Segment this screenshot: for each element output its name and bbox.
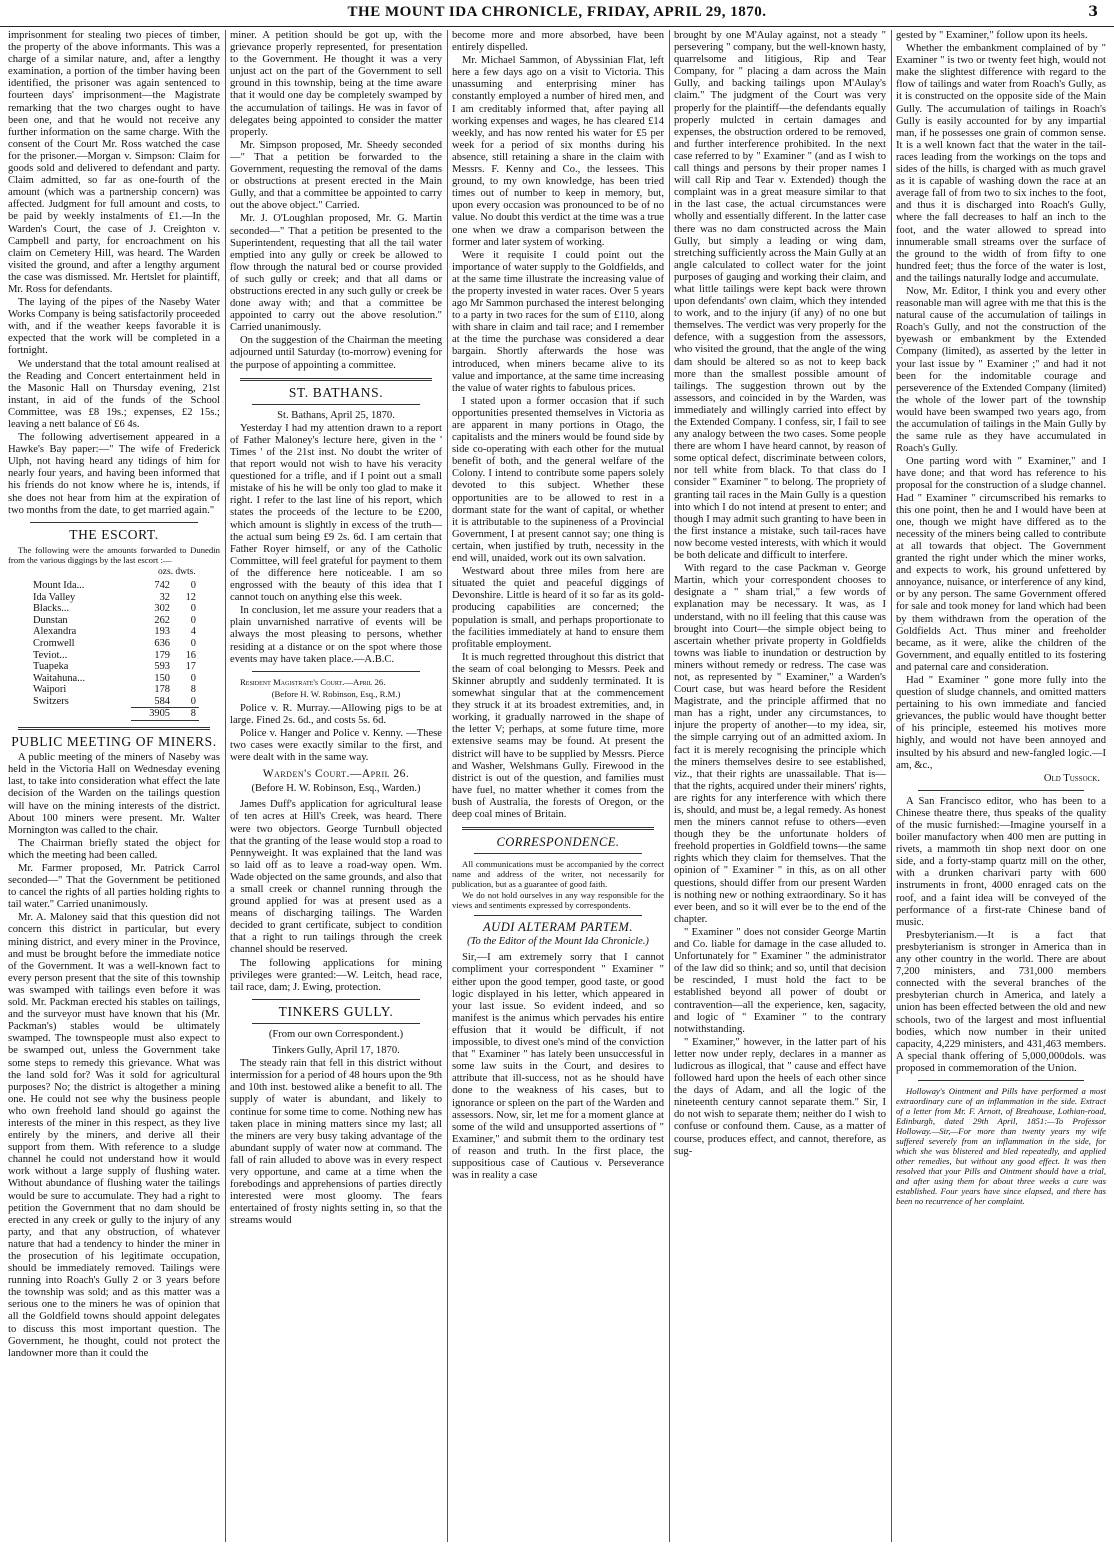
article-paragraph: On the suggestion of the Chairman the meeting adjourned until Saturday (to-morrow) evening for the purpose of appointing a committee. [230, 335, 442, 371]
page-number: 3 [1088, 4, 1098, 20]
section-divider [252, 671, 420, 672]
article-paragraph: imprisonment for stealing two pieces of timber, the property of the above informants. This was a charge of a similar nature, and, after a lengthy examination, a portion of the timber having been identified, the prisoner was again sentenced to fourteen days' imprisonment—the Magistrate remarking that the two charges ought to have been one, and that he would not receive any further information on the same charge. With the consent of the Court Mr. Ross watched the case for the prisoner.—Morgan v. Simpson: Claim for goods sold and delivered to defendant and party. Claim admitted, so far as one-fourth of the amount (which was a partnership concern) was affected. Judgment for full amount and costs, to be paid by weekly instalments of £1.—In the Warden's Court, the case of J. Creighton v. Campbell and party, for encroachment on his claim on Cemetery Hill, was heard. The Warden visited the ground, and after a lengthy argument the case was dismissed. Mr. Hertslet for plaintiff, Mr. Ross for defendants. [8, 30, 220, 295]
editorial-note: All communications must be accompanied by the correct name and address of the writer, not necessarily for publication, but as a guarantee of good faith. [452, 859, 664, 890]
correspondent-note: (From our own Correspondent.) [268, 1028, 404, 1040]
column-rule [225, 30, 226, 1542]
article-paragraph: Police v. R. Murray.—Allowing pigs to be at large. Fined 2s. 6d., and costs 5s. 6d. [230, 702, 442, 726]
article-paragraph: It is much regretted throughout this district that the seam of coal belonging to Messrs. Peek and Skinner abruptly and suddenly terminated. It is somewhat singular that at the commencement they struck it at its broadest extremities, and, in working, it gradually narrowed in the shape of the letter V; perhaps, at some future time, more extensive seams may be found. At present the district will have to be supplied by Messrs. Pierce and Washer, Welshmans Gully. Firewood in the district is out of the question, and families must have fuel, no matter whether it comes from the bush of Australia, the forests of Oregon, or the deep coal mines of Britain. [452, 651, 664, 820]
article-paragraph: Presbyterianism.—It is a fact that presbyterianism is stronger in America than in any other country in the world. There are about 7,200 ministers, and 731,000 members connected with the several branches of the presbyterian church in America, and lately a union has been effected between the old and new schools, two of the largest and most influential bodies, which now number in their united capacity, 4,229 ministers, and 431,463 members. A special thank offering of 5,000,000dols. was proposed in commemoration of the Union. [896, 929, 1106, 1074]
table-row: Waipori 178 8 [33, 684, 196, 696]
article-paragraph: The Chairman briefly stated the object for which the meeting had been called. [8, 837, 220, 861]
article-paragraph: Mr. J. O'Loughlan proposed, Mr. G. Martin seconded—" That a petition be presented to the Superintendent, requesting that all the tail water emptied into any gully or creek be allowed to flow through the natural bed or course provided of such gully or creek; and that all dams or obstructions erected in any such gully or creek be done away with; and that a committee be appointed to carry out the above resolution." Carried unanimously. [230, 213, 442, 334]
letter-paragraph: " Examiner " does not consider George Martin and Co. liable for damage in the case alluded to. Unfortunately for " Examiner " the administrator of the law did so think; and so, until that decision be rescinded, I must hold the fact to be established beyond all power of doubt or contravention—all the experience, ken, sagacity, and logic of " Examiner " to the contrary notwithstanding. [674, 926, 886, 1035]
section-divider [240, 378, 432, 381]
letter-paragraph: brought by one M'Aulay against, not a steady " persevering " company, but the well-known hasty, quarrelsome and litigious, Rip and Tear Company, for " placing a dam across the Main Gully, and backing tailings upon M'Aulay's claim." The judgment of the Court was very properly for the plaintiff—the defendants equally properly mulcted in certain damages and expenses, the obstruction ordered to be removed, and further interference prohibited. In the next case referred to by " Examiner " (and as I wish to call things and persons by their proper names I will call Rip and Tear v. Extended) though the complaint was in a great measure similar to that in the last case, the actual circumstances were wholly and essentially different. In the latter case there was no dam constructed across the Main Gully, but simply a leading or wing dam, stretching sufficiently across the Main Gully at an angle calculated to collect water for the joint purposes of gauging and working their claim, and what little tailings were kept back were thrown upon defendants' own claim, which they intended to work, and to the injury (if any) of no one but themselves. The verdict was very properly for the defence, with a suggestion from the assessors, who visited the ground, that the angle of the wing dam should be altered so as not to keep back more than the smallest possible amount of tailings. The suggestion thrown out by the assessors, and coincided in by the Warden, was immediately and willingly carried into effect by the Extended Company. I confess, sir, I fail to see any analogy between the two cases. Some people there are whom I have heard cannot, by reason of some optical defect, discriminate between colors, nor tell white from black. To that class do I consider " Examiner " to belong. The propriety of granting tail races in the Main Gully is a question into which I do not intend at present to enter; and though I may admit such granting to have been in the first instance a mistake, such tail-races have now become vested interests, with which it would be both delicate and difficult to interfere. [674, 30, 886, 562]
escort-intro: The following were the amounts forwarded to Dunedin from the various diggings by the last escort :— [8, 544, 220, 565]
court-heading: Resident Magistrate's Court.—April 26. [240, 676, 386, 687]
column-5 [896, 30, 1106, 1542]
table-row: Cromwell 636 0 [33, 637, 196, 649]
table-row: Alexandra 193 4 [33, 626, 196, 638]
article-paragraph: Yesterday I had my attention drawn to a report of Father Maloney's lecture here, given in the ' Times ' of the 21st inst. No doubt the writer of that report would not wish to have his veracity questioned for a trifle, and if I point out a small mistake of his he will be only too glad to make it right. I refer to the last line of his report, which states the proceeds of the lecture to be £200, which amount is slightly in excess of the truth—the actual sum being £9 2s. 6d. I am certain that Father Royer himself, or any of the Catholic Committee, will feel grateful for payment to them of the difference here noticeable. I am so engrossed with the beauty of this idea that I cannot touch on anything else this week. [230, 422, 442, 604]
section-divider [474, 915, 642, 916]
article-paragraph: The laying of the pipes of the Naseby Water Works Company is being satisfactorily proceeded with, and if the weather keeps favorable it is expected that the work will be completed in a fortnight. [8, 297, 220, 357]
article-paragraph: miner. A petition should be got up, with the grievance properly represented, for presentation to the Government. He thought it was a very unjust act on the part of the Government to sell ground in this township, being at the time aware that it would one day be completely swamped by the accumulation of tailings. He was in favor of delegates being appointed to consider the matter properly. [230, 30, 442, 138]
escort-table [30, 580, 199, 721]
article-paragraph: become more and more absorbed, have been entirely dispelled. [452, 30, 664, 54]
letter-heading: AUDI ALTERAM PARTEM. [483, 920, 633, 935]
column-2 [230, 30, 442, 1542]
letter-subheading: (To the Editor of the Mount Ida Chronicle.) [467, 936, 649, 948]
table-row: Ida Valley 32 12 [33, 591, 196, 603]
article-paragraph: Westward about three miles from here are situated the quiet and peaceful diggings of Devonshire. Little is heard of it so far as its gold-producing capabilities are concerned; the population is small, and perhaps proportionate to the facilities immediately at hand to ensure them profitable employment. [452, 566, 664, 650]
letter-paragraph: Had " Examiner " gone more fully into the question of sludge channels, and omitted matters pertaining to his own immediate and fancied grievances, the public would have thought better of his principle, esteemed his motives more highly, and would not have been annoyed and insulted by his absurd and new-fangled logic.—I am, &c., [896, 674, 1106, 771]
column-1 [8, 30, 220, 1542]
article-paragraph: The following advertisement appeared in a Hawke's Bay paper:—" The wife of Frederick Ulph, not having heard any tidings of him for nearly four years, and having been informed that his friends do not know where he is, intends, if she does not hear from him at the expiration of two months from the date, to get married again." [8, 432, 220, 516]
letter-paragraph: Now, Mr. Editor, I think you and every other reasonable man will agree with me that this is the natural cause of the accumulation of tailings in Roach's Gully, and not the construction of the byewash or embankment by the Extended Company (limited), as asserted by the letter in your last issue by " Examiner ;" and had it not been for the indomitable courage and perseverence of the Extended Company (limited) the whole of the lower part of the township would have been swamped two years ago, from the accumulation of tailings in the Main Gully by the same rule as they have accumulated in Roach's Gully. [896, 285, 1106, 455]
table-row: Teviot... 179 16 [33, 649, 196, 661]
dateline: Tinkers Gully, April 17, 1870. [272, 1045, 400, 1057]
letter-paragraph: gested by " Examiner," follow upon its heels. [896, 30, 1088, 41]
table-row: Blacks... 302 0 [33, 603, 196, 615]
article-paragraph: James Duff's application for agricultural lease of ten acres at Hill's Creek, was heard. There were two objectors. George Turnbull objected that the granting of the lease would stop a road to Pennyweight. It was explained that the land was so laid off as to leave a road-way open. Wm. Wade objected on the same grounds, and also that a small creek or channel running through the ground applied for was at present used as a means of discharging tailings. The Warden decided to grant certificate, subject to condition that a right to run tailings through the creek channel should be reserved. [230, 799, 442, 956]
dateline: St. Bathans, April 25, 1870. [277, 409, 395, 421]
section-divider [918, 1080, 1084, 1081]
table-row: Switzers 584 0 [33, 695, 196, 708]
article-paragraph: In conclusion, let me assure your readers that a plain unvarnished narrative of events will be always the most pleasing to persons, whether residing at a distance or on the spot where those events may have taken place.—A.B.C. [230, 605, 442, 665]
article-paragraph: I stated upon a former occasion that if such opportunities presented themselves in Victoria as are apparent in many portions in Otago, the capitalists and the miners would be found side by side co-operating with each other for the mutual benefit of both, and the general welfare of the Colony. I intend to contribute some papers solely devoted to this subject. Whether these opportunities are to be allowed to rest in a dormant state for the want of capital, or whether it is attributable to the supineness of a Provincial Government, I at present cannot say; one thing is certain, when justified by truth, necessity in the end will, unaided, work out its own salvation. [452, 395, 664, 565]
court-subheading: (Before H. W. Robinson, Esq., R.M.) [271, 688, 401, 699]
letter-paragraph: " Examiner," however, in the latter part of his letter now under reply, declares in a manner as ludicrous as illogical, that " cause and effect have followed hard upon the heels of each other since the days of Adam, and all the logic of the nineteenth century cannot separate them." Sir, I do not wish to separate them; neither do I wish to confuse or confound them. Cause, as a matter of course, produces effect, and cannot, therefore, as sug- [674, 1036, 886, 1157]
column-3 [452, 30, 664, 1542]
tinkers-heading: TINKERS GULLY. [278, 1003, 394, 1019]
letter-paragraph: Sir,—I am extremely sorry that I cannot compliment your correspondent " Examiner " either upon the good temper, good taste, or good logic displayed in his letter, which appeared in your last issue. So evident indeed, and so manifest is the animus which pervades his entire effusion that it would be difficult, if not impossible, to divest one's mind of the conviction that " Examiner " has lately been unsuccessful in some law suits in the Court, and desires to attribute that ill-success, not as he should have done to the weakness of his cases, but to ignorance or spleen on the part of the Warden and assessors. Now, sir, let me for a moment glance at some of the wild and unsupported assertions of " Examiner," and submit them to the ordinary test of reason and truth. In the first place, the suppositious case of Cautious v. Perseverance was in reality a case [452, 952, 664, 1182]
court-heading: Warden's Court.—April 26. [262, 768, 410, 781]
column-rule [669, 30, 670, 1542]
table-row: Tuapeka 593 17 [33, 661, 196, 673]
bathans-heading: ST. BATHANS. [288, 384, 384, 400]
letter-paragraph: One parting word with " Examiner," and I have done; and that word has reference to his proposal for the construction of a sludge channel. Had " Examiner " circumscribed his remarks to this one point, then he and I would have been at one, though we might have differed as to the necessity of the miners being called to contribute at all towards that object. The Government granted the right under which the miner works, and expects to work, his ground unfettered by annoyance, nuisance, or interference of any kind, or by any person. The same Government offered for sale and took money for land which had been by them withdrawn from the operation of the Goldfields Act. Thus miner and freeholder became, as it were, alike the children of the Government, and equally entitled to its fostering and paternal care and consideration. [896, 456, 1106, 673]
section-divider [252, 999, 420, 1000]
article-paragraph: We understand that the total amount realised at the Reading and Concert entertainment held in the Masonic Hall on Thursday evening, 21st instant, in aid of the funds of the School Committee, was £8 19s.; expenses, £2 15s.; leaving a nett balance of £6 4s. [8, 358, 220, 430]
section-divider [474, 853, 642, 854]
article-paragraph: Were it requisite I could point out the importance of water supply to the Goldfields, and at the same time illustrate the increasing value of the property invested in water races. Over 5 years ago Mr Sammon purchased the interest belonging to a party in two races for the sum of £110, along with share in claim and tail race; and I remember at the time the purchase was considered a dear bargain. Shortly afterwards the hose was introduced, when miners became alive to its value and importance, at the same time increasing the value of water rights to fabulous prices. [452, 249, 664, 394]
newspaper-title: THE MOUNT IDA CHRONICLE, FRIDAY, APRIL 29, 1870. [347, 4, 767, 20]
letter-paragraph: With regard to the case Packman v. George Martin, which your correspondent chooses to designate a " sham trial," a few words of explanation may be necessary. It was, as I understand, with no ill feeling that this cause was brought into Court—the simple object being to ascertain whether private property in Goldfields towns was liable to inundation or destruction by miners without remedy or redress. The case was not, as represented by " Examiner," a Warden's Court case, but was heard before the Resident Magistrate, and the principle affirmed that no man has a right, under any circumstances, to injure the property of another—to my idea, sir, the simple carrying out of an admitted axiom. In fact it is merely recognising the principle which the miners themselves desire to see established, viz., that their rights are unassailable. That is—that the rights, acquired under their miners' rights, are rights for any interference with which there is, should, and must be, a legal remedy. As honest men the miners cannot refuse to others—even though they be the unfortunate holders of freehold properties in Goldfield towns—the same rights which they claim for themselves. That the opinion of " Examiner " in this, as on all other questions, should differ from our present Warden is nothing new or nothing extraordinary. So it has ever been, and so it will ever be to the end of the chapter. [674, 563, 886, 925]
column-rule [891, 30, 892, 1542]
article-paragraph: Police v. Hanger and Police v. Kenny. —These two cases were exactly similar to the first, and were dealt with in the same way. [230, 727, 442, 764]
section-divider [252, 1023, 420, 1024]
table-row: Dunstan 262 0 [33, 614, 196, 626]
section-divider [18, 727, 210, 730]
correspondence-heading: CORRESPONDENCE. [496, 835, 620, 850]
letter-paragraph: Whether the embankment complained of by " Examiner " is two or twenty feet high, would not make the slightest difference with regard to the flow of tailings and water from Roach's Gully, as it is constructed on the opposite side of the Main Gully. The accumulation of tailings in Roach's Gully is easily accounted for by any impartial man, if he possesses one grain of common sense. It is a well known fact that the water in the tail-races leading from the workings on the tops and sides of the hills, is charged with as much gravel as it is capable of washing down the race at an average fall of from two to six inches to the foot, and thus it is discharged into Roach's Gully, where the fall decreases to half an inch to the foot, and the water allowed to spread into innumerable small streams over the surface of the ground to the width of from fifty to one hundred feet; thus the force of the water is lost, and the tailings naturally lodge and accumulate. [896, 43, 1106, 284]
article-paragraph: Mr. Michael Sammon, of Abyssinian Flat, left here a few days ago on a visit to Victoria. This unassuming and enterprising miner has constantly employed a number of hired men, and I am creditably informed that, after paying all working expenses and wages, he has cleared £14 weekly, and has now rented his water for £5 per week for a period of six months during his absence, still retaining a share in the claim with Messrs. F. Kenny and Co., the lessees. This ground, to my own knowledge, has been tried times out of number to keep in memory, but, upon every occasion was pronounced to be of no value. No doubt this verdict at the time was a true one when we draw a comparison between the former and later system of working. [452, 55, 664, 248]
section-divider [30, 522, 198, 523]
court-subheading: (Before H. W. Robinson, Esq., Warden.) [251, 783, 421, 795]
letter-signature: Old Tussock. [1043, 772, 1100, 784]
table-row: Mount Ida... 742 0 [33, 579, 196, 591]
article-paragraph: Mr. A. Maloney said that this question did not concern this district in particular, but every mining district, and every miner in the Province, and must be brought before the immediate notice of the Government. It was a well-known fact to every person present that the site of this township was swamped with tailings even before it was sold. Mr. Packman erected his stables on tailings, and the surveyor must have known that his (Mr. Packman's) stables would be ultimately swamped. The townspeople must also expect to be swamped out, unless the Government take some steps to remedy this grievance. What was the land sold for? Was it sold for agricultural purposes? No; the district is altogether a mining one. He could not see why the business people who own freehold land should go against the interests of the miner in this respect, as they live entirely by the miners, and derive all their support from them. With reference to a sludge channel he could not understand how it would work without a large supply of flushing water. Without abundance of flushing water the tailings would be sure to accumulate. They had a right to petition the Government that no dam should be erected in any creek or gully to the injury of any party, and that any obstruction, of whatever nature that had a tendency to hinder the miner in the prosecution of his legitimate occupation, should be immediately removed. Tailings were running into Roach's Gully 2 or 3 years before the township was sold; and as this matter was a serious one to the miners he was of opinion that all the Goldfield towns should appoint delegates to discuss this most important question. The Government, he thought, could not protect the landowner more than it could the [8, 912, 220, 1359]
table-total-row: 3905 8 [30, 708, 199, 721]
article-paragraph: The steady rain that fell in this district without intermission for a period of 48 hours upon the 9th and 10th inst. bestowed alike a benefit to all. The supply of water is abundant, and likely to continue for some time to come. Nothing new has taken place in mining matters since my last; all the miners are very busy taking advantage of the abundant supply of water now at command. The fall of rain alluded to above was in every respect very opportune, and came at a time when the forebodings and apprehensions of parties directly interested were most gloomy. The fears entertained of frosty nights setting in, so that the streams would [230, 1058, 442, 1227]
page-columns [8, 30, 1106, 1542]
table-row: Waitahuna... 150 0 [33, 672, 196, 684]
section-divider [252, 404, 420, 405]
article-paragraph: Mr. Simpson proposed, Mr. Sheedy seconded—" That a petition be forwarded to the Government, requesting the removal of the dams or obstructions at present erected in the Main Gully, and that a committee be appointed to carry out the above object." Carried. [230, 139, 442, 212]
column-rule [447, 30, 448, 1542]
escort-heading: THE ESCORT. [69, 526, 159, 542]
meeting-heading: PUBLIC MEETING OF MINERS. [11, 734, 217, 750]
masthead [0, 0, 1114, 27]
escort-units: ozs. dwts. [158, 566, 196, 577]
advertisement: Holloway's Ointment and Pills have performed a most extraordinary cure of an inflammation in the side. Extract of a letter from Mr. F. Arnott, of Breahouse, Lothian-road, Edinburgh, dated 29th April, 1851:—To Professor Holloway.—Sir,—For more than twenty years my wife suffered severely from an inflammation in the side, for which she was blistered and bled repeatedly, and applied other remedies, but without any good effect. It was then resolved that your Pills and Ointment should have a trial, and after using them for about three weeks a cure was established. Four years have since elapsed, and there has been no recurrence of her complaint. [896, 1085, 1106, 1206]
editorial-note: We do not hold ourselves in any way responsible for the views and sentiments expressed by correspondents. [452, 890, 664, 911]
article-paragraph: The following applications for mining privileges were granted:—W. Leitch, head race, tail race, dam; J. Ewing, protection. [230, 957, 442, 993]
section-divider [462, 827, 654, 830]
article-paragraph: A San Francisco editor, who has been to a Chinese theatre there, thus speaks of the quality of the music furnished:—Imagine yourself in a boiler manufactory when 400 men are putting in rivets, a mammoth tin shop next door on one side, and a forty-stamp quartz mill on the other, with a drunken charivari party with 600 instruments in front, 4000 enraged cats on the roof, and a faint idea will be conveyed of the performance of a first-rate Chinese band of music. [896, 795, 1106, 928]
column-4 [674, 30, 886, 1542]
article-paragraph: A public meeting of the miners of Naseby was held in the Victoria Hall on Wednesday evening last, to take into consideration what effect the late decision of the Warden on the tailings question will have on the mining interests of the district. About 100 miners were present. Mr. Walter Mornington was called to the chair. [8, 752, 220, 836]
section-divider [918, 790, 1084, 791]
article-paragraph: Mr. Farmer proposed, Mr. Patrick Carrol seconded—" That the Government be petitioned to cancel the rights of all parties holding rights to tail water." Carried unanimously. [8, 863, 220, 911]
